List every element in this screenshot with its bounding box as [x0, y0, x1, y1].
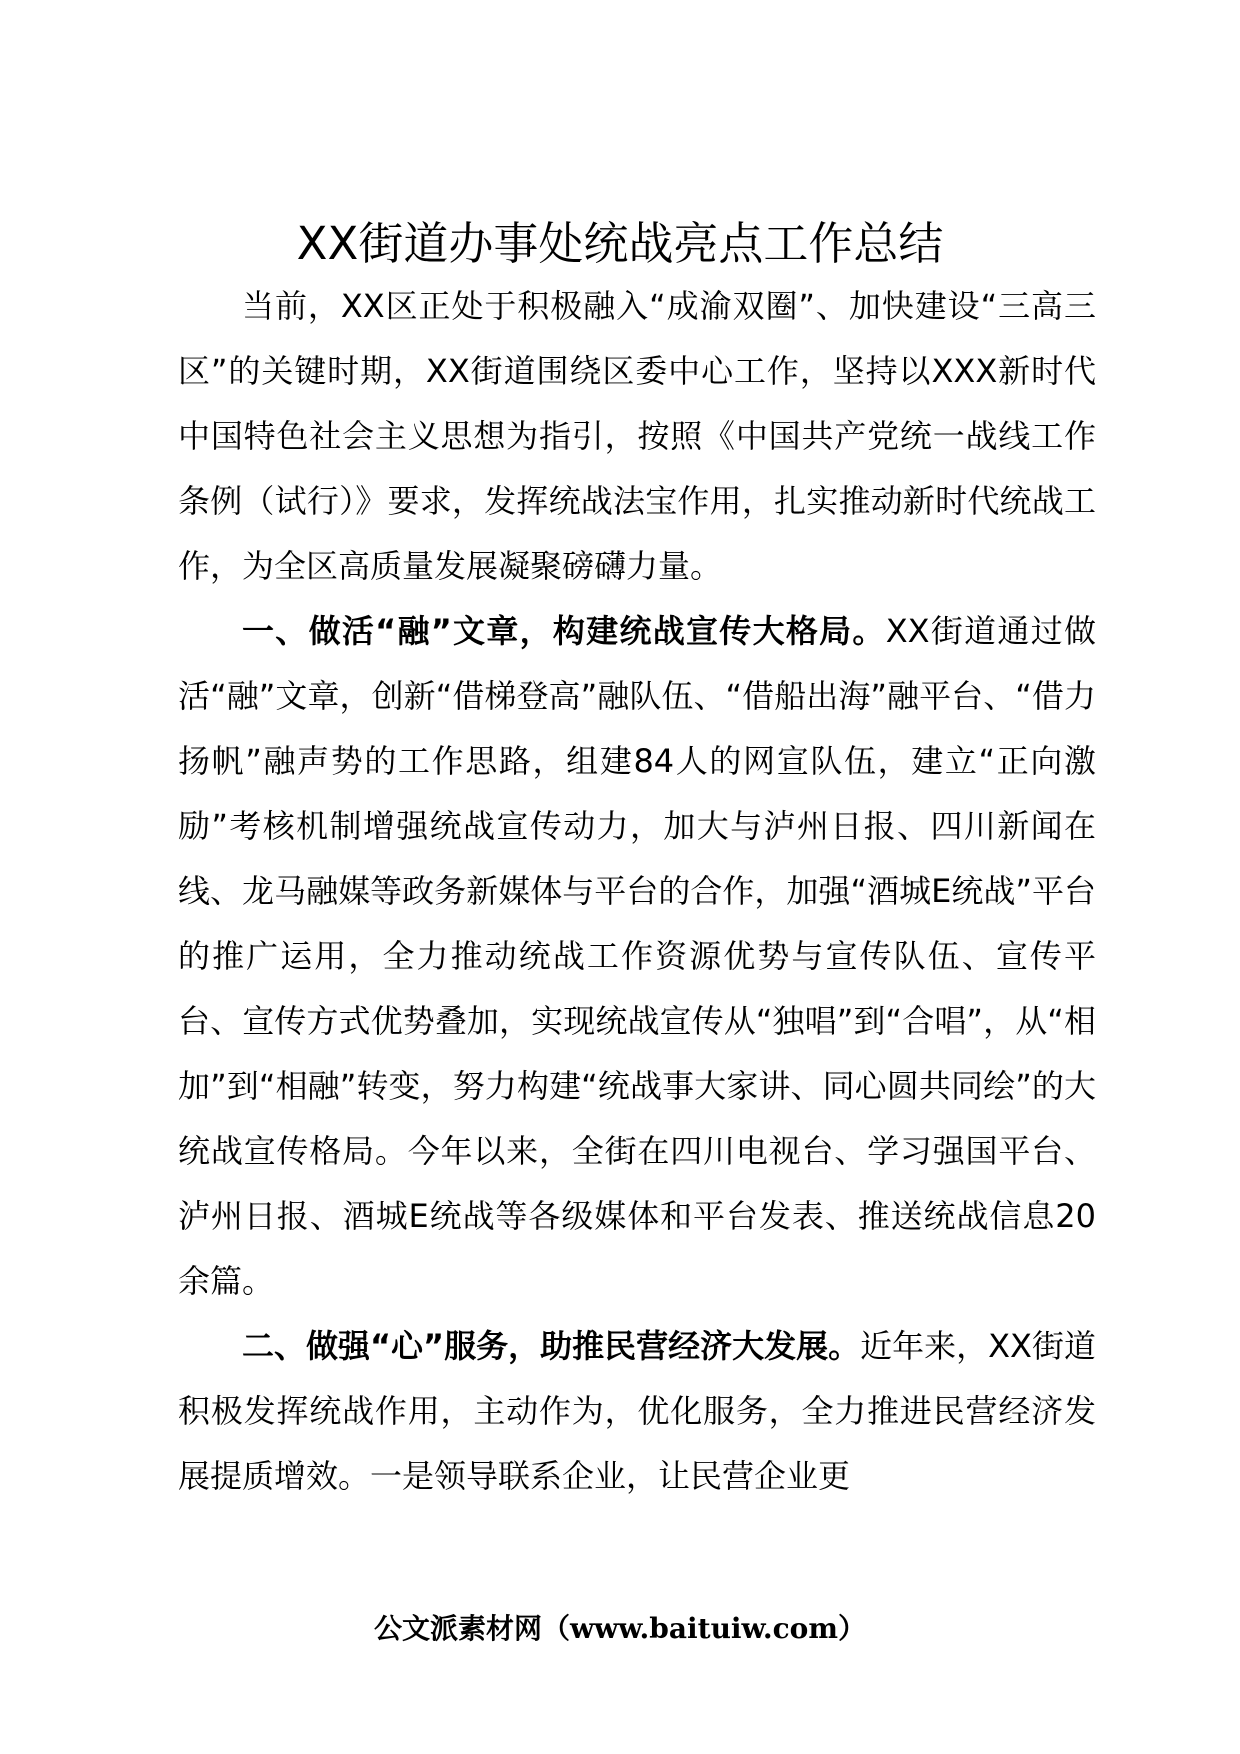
document-title: XX街道办事处统战亮点工作总结	[296, 217, 944, 270]
section-heading: 一、做活“融”文章，构建统战宣传大格局。	[242, 612, 886, 650]
footer-watermark: 公文派素材网（www.baituiw.com）	[374, 1612, 866, 1645]
paragraph-text: 近年来，XX街道积极发挥统战作用，主动作为，优化服务，全力推进民营经济发展提质增效。一是领导联系企业，让民营企业更	[178, 1327, 1096, 1495]
paragraph-text: 当前，XX区正处于积极融入“成渝双圈”、加快建设“三高三区”的关键时期，XX街道围绕区委中心工作，坚持以XXX新时代中国特色社会主义思想为指引，按照《中国共产党统一战线工作条例（试行）》要求，发挥统战法宝作用，扎实推动新时代统战工作，为全区高质量发展凝聚磅礴力量。	[178, 287, 1096, 585]
paragraph-text: XX街道通过做活“融”文章，创新“借梯登高”融队伍、“借船出海”融平台、“借力扬帆”融声势的工作思路，组建84人的网宣队伍，建立“正向激励”考核机制增强统战宣传动力，加大与泸州日报、四川新闻在线、龙马融媒等政务新媒体与平台的合作，加强“酒城E统战”平台的推广运用，全力推动统战工作资源优势与宣传队伍、宣传平台、宣传方式优势叠加，实现统战宣传从“独唱”到“合唱”，从“相加”到“相融”转变，努力构建“统战事大家讲、同心圆共同绘”的大统战宣传格局。今年以来，全街在四川电视台、学习强国平台、泸州日报、酒城E统战等各级媒体和平台发表、推送统战信息20余篇。	[178, 612, 1096, 1300]
paragraph-section-2	[178, 1314, 1096, 1509]
section-heading: 二、做强“心”服务，助推民营经济大发展。	[242, 1327, 861, 1365]
paragraph-intro	[178, 274, 1096, 599]
paragraph-section-1	[178, 599, 1096, 1314]
document-body	[178, 274, 1096, 1509]
